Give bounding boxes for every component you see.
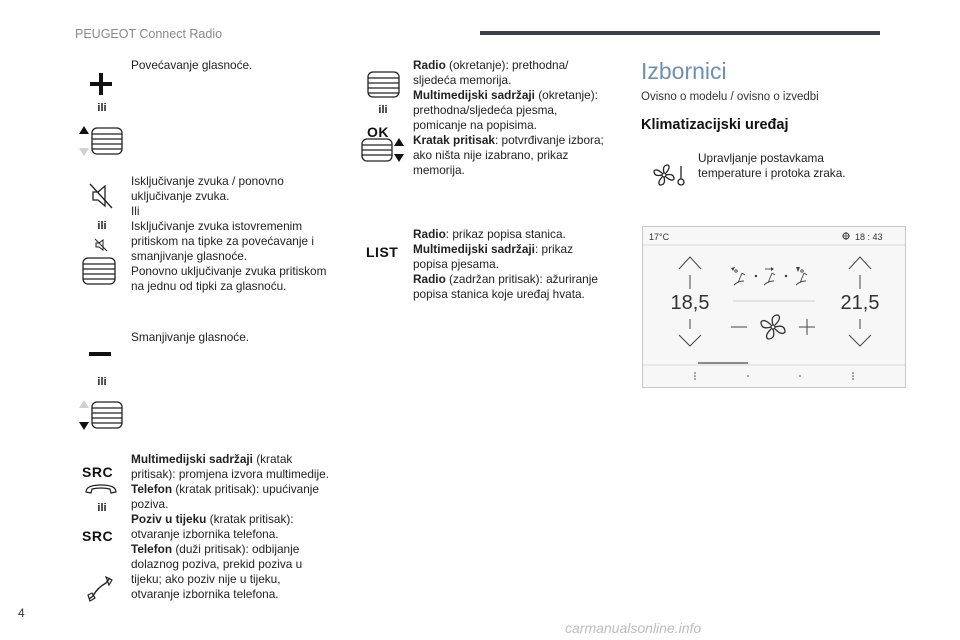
mute-line: smanjivanje glasnoće. [131, 249, 248, 263]
page-number: 4 [18, 606, 25, 620]
ok-item [413, 58, 611, 88]
fan-increase-button[interactable] [799, 319, 815, 335]
climate-fan-icon [651, 163, 689, 187]
minus-icon [88, 351, 112, 357]
ok-item-text: (okretanje): prethodna/ sljedeća memorija. [413, 58, 569, 87]
list-item-bold: Radio [413, 227, 446, 241]
right-temp-up-icon[interactable] [849, 257, 871, 269]
volume-up-description: Povećavanje glasnoće. [131, 58, 253, 72]
clock: 18 : 43 [855, 232, 883, 242]
src-button-label: SRC [82, 464, 114, 480]
ok-item-bold: Multimedijski sadržaji [413, 88, 535, 102]
right-temp-down-icon[interactable] [849, 335, 871, 346]
volume-down-description: Smanjivanje glasnoće. [131, 330, 250, 344]
phone-icon [83, 482, 119, 496]
left-temp-up-icon[interactable] [679, 257, 701, 269]
plus-icon [89, 72, 113, 96]
mute-line: uključivanje zvuka. [131, 189, 230, 203]
src-item [131, 452, 331, 482]
or-label: ili [97, 220, 107, 232]
air-distribution-icons[interactable] [731, 267, 807, 285]
ok-item-bold: Radio [413, 58, 446, 72]
src-item-bold: Telefon [131, 542, 173, 556]
src-item-text: (kratak pritisak): upućivanje poziva. [131, 482, 319, 511]
list-item-text: : prikaz popisa pjesama. [413, 242, 573, 271]
src-item-bold: Telefon [131, 482, 173, 496]
src-item [131, 512, 331, 542]
watermark: carmanualsonline.info [565, 620, 702, 636]
thumbwheel-down-icon [76, 398, 126, 432]
or-label: ili [378, 104, 388, 116]
mute-line: Isključivanje zvuka istovremenim [131, 219, 303, 233]
thumbwheel-up-icon [76, 124, 126, 158]
right-temperature: 21,5 [840, 292, 880, 314]
variant-note: Ovisno o modelu / ovisno o izvedbi [641, 91, 819, 103]
climate-description: Upravljanje postavkama temperature i protoka zraka. [698, 151, 846, 180]
mute-line: na jednu od tipki za glasnoću. [131, 279, 287, 293]
list-item [413, 272, 611, 302]
section-heading-izbornici: Izbornici [641, 58, 727, 84]
src-item-text: (kratak pritisak): otvaranje izbornika telefona. [131, 512, 294, 541]
or-label: ili [97, 502, 107, 514]
ok-item-bold: Kratak pritisak [413, 133, 495, 147]
mute-line: Ponovno uključivanje zvuka pritiskom [131, 264, 327, 278]
section-heading-climate: Klimatizacijski uređaj [641, 117, 789, 133]
list-button-label: LIST [366, 244, 399, 260]
ok-item-text: (okretanje): prethodna/sljedeća pjesma, pomicanje na popisima. [413, 88, 598, 132]
src-item-bold: Poziv u tijeku [131, 512, 207, 526]
mute-line: Ili [131, 204, 140, 218]
ok-item-text: : potvrđivanje izbora; ako ništa nije izabrano, prikaz memorija. [413, 133, 604, 177]
list-item-text: (zadržan pritisak): ažuriranje popisa stanica koje uređaj hvata. [413, 272, 598, 301]
src-item [131, 542, 331, 602]
gps-icon [842, 232, 850, 240]
list-item-bold: Multimedijski sadržaji [413, 242, 535, 256]
document-header-title: PEUGEOT Connect Radio [75, 27, 223, 41]
small-mute-icon [94, 238, 108, 252]
list-description [413, 227, 611, 302]
ok-button-label: OK [367, 124, 389, 140]
src-description [131, 452, 331, 602]
src-item-text: (duži pritisak): odbijanje dolaznog poziva, prekid poziva u tijeku; ako poziv nije u tijeku, otvaranje izbornika telefona. [131, 542, 303, 601]
thumbwheel-icon [80, 255, 120, 287]
list-item-text: : prikaz popisa stanica. [445, 227, 566, 241]
list-item-bold: Radio [413, 272, 446, 286]
outside-temperature: 17°C [649, 232, 670, 242]
mute-description [131, 174, 336, 294]
mute-line: Isključivanje zvuka / ponovno [131, 174, 284, 188]
ok-item [413, 133, 611, 178]
list-item [413, 242, 611, 272]
list-item [413, 227, 611, 242]
src-item-text: (kratak pritisak): promjena izvora multimedije. [131, 452, 329, 481]
src-button-label: SRC [82, 528, 114, 544]
ok-description [413, 58, 611, 178]
thumbwheel-icon [366, 70, 402, 100]
or-label: ili [97, 102, 107, 114]
phone-handset-icon [86, 574, 116, 604]
climate-screen [642, 226, 906, 388]
fan-icon [761, 315, 785, 339]
ok-item [413, 88, 611, 133]
header-divider-bar [480, 31, 880, 35]
mute-line: pritiskom na tipke za povećavanje i [131, 234, 314, 248]
bottom-menu-dots[interactable] [694, 372, 854, 380]
left-temperature: 18,5 [670, 292, 710, 314]
left-temp-down-icon[interactable] [679, 335, 701, 346]
src-item [131, 482, 331, 512]
src-item-bold: Multimedijski sadržaji [131, 452, 253, 466]
speaker-mute-icon [89, 183, 113, 209]
or-label: ili [97, 376, 107, 388]
thumbwheel-updown-icon [360, 137, 406, 163]
